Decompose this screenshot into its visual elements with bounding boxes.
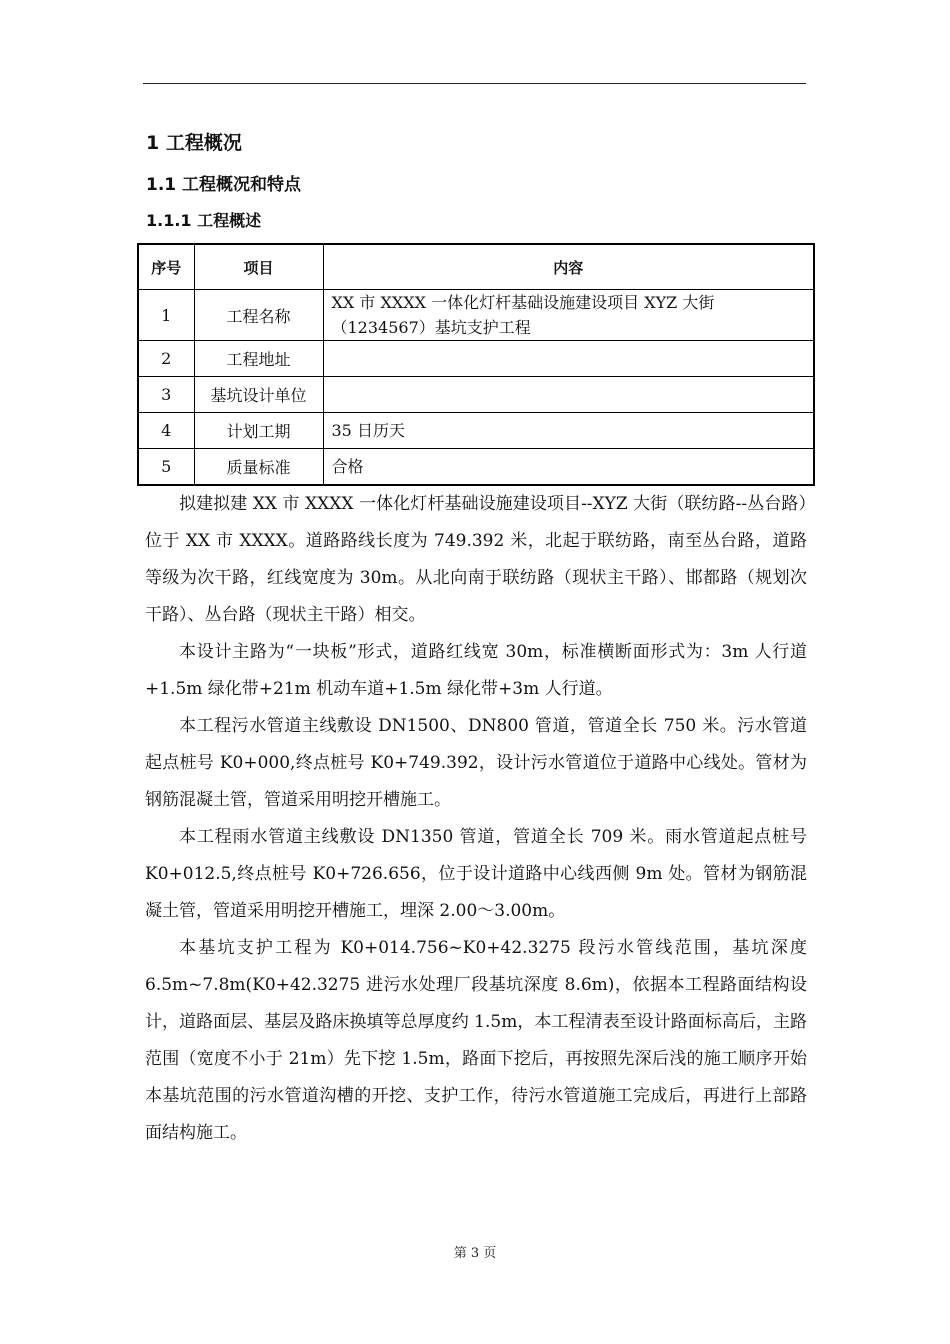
paragraph-pit-support: 本基坑支护工程为 K0+014.756~K0+42.3275 段污水管线范围，基坑深度 6.5m~7.8m(K0+42.3275 进污水处理厂段基坑深度 8.6m)，依据本工程路面结构设计，道路面层、基层及路床换填等总厚度约 1.5m，本工程清表至设计路面标高后，主路范围（宽度不小于 21m）先下挖 1.5m，路面下挖后，再按照先深后浅的施工顺序开始本基坑范围的污水管道沟槽的开挖、支护工作，待污水管道施工完成后，再进行上部路面结构施工。 [145, 938, 807, 1143]
project-overview-table [137, 243, 815, 486]
section-heading-1: 1 工程概况 [146, 132, 242, 154]
section-heading-1-1-1: 1.1.1 工程概述 [146, 211, 262, 230]
row-item: 质量标准 [194, 449, 323, 486]
row-item: 计划工期 [194, 413, 323, 449]
row-item: 工程地址 [194, 341, 323, 377]
header-content: 内容 [323, 244, 814, 290]
page-number: 第 3 页 [453, 1246, 497, 1261]
header-item: 项目 [194, 244, 323, 290]
paragraph-cross-section: 本设计主路为“一块板”形式，道路红线宽 30m，标准横断面形式为：3m 人行道+1.5m 绿化带+21m 机动车道+1.5m 绿化带+3m 人行道。 [145, 642, 807, 699]
table-row [138, 290, 814, 341]
row-index: 5 [138, 449, 194, 486]
row-index: 1 [138, 290, 194, 341]
overview-body [145, 486, 807, 1152]
paragraph-location: 拟建拟建 XX 市 XXXX 一体化灯杆基础设施建设项目--XYZ 大街（联纺路--丛台路）位于 XX 市 XXXX。道路路线长度为 749.392 米，北起于联纺路，南至丛台路，道路等级为次干路，红线宽度为 30m。从北向南于联纺路（现状主干路）、邯都路（规划次干路）、丛台路（现状主干路）相交。 [145, 494, 807, 625]
paragraph-rain-pipe: 本工程雨水管道主线敷设 DN1350 管道，管道全长 709 米。雨水管道起点桩号 K0+012.5,终点桩号 K0+726.656，位于设计道路中心线西侧 9m 处。管材为钢筋混凝土管，管道采用明挖开槽施工，埋深 2.00～3.00m。 [145, 827, 807, 921]
paragraph-sewage-pipe: 本工程污水管道主线敷设 DN1500、DN800 管道，管道全长 750 米。污水管道起点桩号 K0+000,终点桩号 K0+749.392，设计污水管道位于道路中心线处。管材为钢筋混凝土管，管道采用明挖开槽施工。 [145, 716, 807, 810]
row-index: 3 [138, 377, 194, 413]
row-item: 工程名称 [194, 290, 323, 341]
row-content: 合格 [323, 449, 814, 486]
header-rule [143, 83, 806, 84]
header-index: 序号 [138, 244, 194, 290]
row-content: XX 市 XXXX 一体化灯杆基础设施建设项目 XYZ 大街（1234567）基坑支护工程 [323, 290, 814, 341]
row-index: 2 [138, 341, 194, 377]
table-row [138, 413, 814, 449]
row-content [323, 341, 814, 377]
row-index: 4 [138, 413, 194, 449]
table-row [138, 341, 814, 377]
row-content [323, 377, 814, 413]
row-content: 35 日历天 [323, 413, 814, 449]
table-header-row [138, 244, 814, 290]
table-row [138, 449, 814, 486]
section-heading-1-1: 1.1 工程概况和特点 [146, 175, 302, 195]
table-row [138, 377, 814, 413]
row-item: 基坑设计单位 [194, 377, 323, 413]
